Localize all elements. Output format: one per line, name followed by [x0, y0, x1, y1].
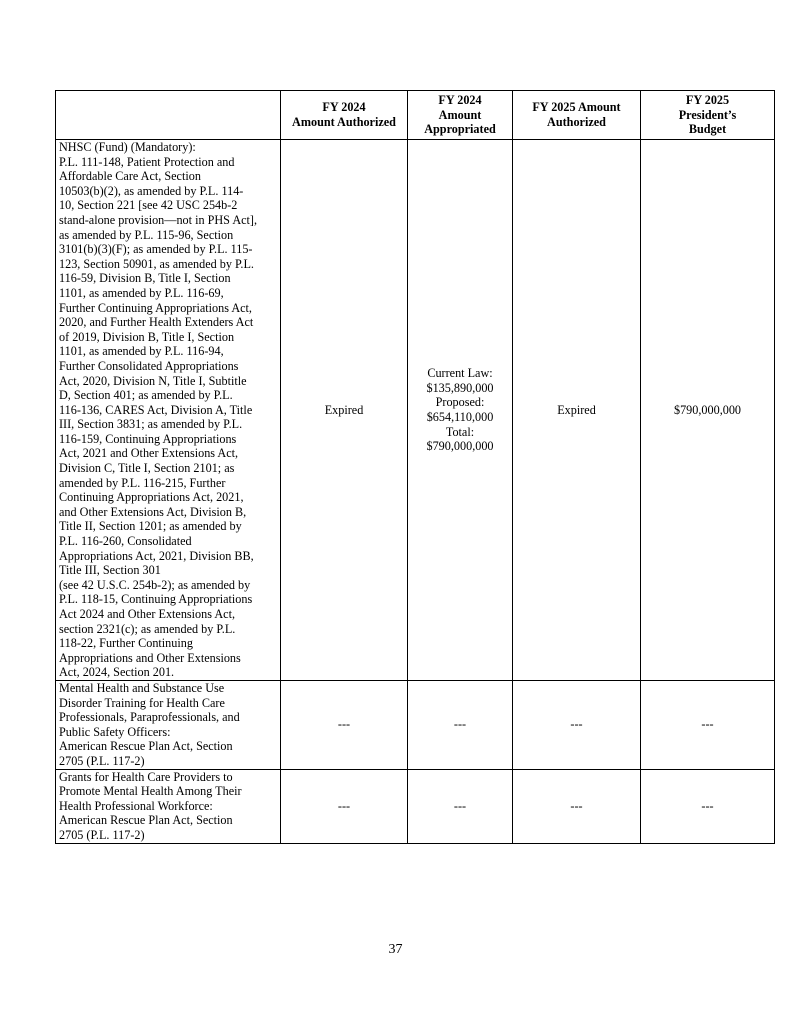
table-row	[56, 680, 775, 769]
text-line: 116-136, CARES Act, Division A, Title	[59, 402, 253, 417]
text-line: and Other Extensions Act, Division B,	[59, 504, 247, 519]
fy2024-appropriated-cell: ---	[408, 769, 513, 843]
provision-cell	[56, 680, 281, 769]
text-line: Affordable Care Act, Section	[59, 169, 201, 184]
text-line: American Rescue Plan Act, Section	[59, 813, 233, 828]
header-fy2024-appropriated	[408, 91, 513, 140]
text-line: $654,110,000	[426, 409, 494, 424]
text-line: NHSC (Fund) (Mandatory):	[59, 140, 196, 154]
text-line: Proposed:	[435, 395, 485, 410]
header-fy2025-budget	[641, 91, 775, 140]
text-line: 2705 (P.L. 117-2)	[59, 827, 145, 842]
text-line: 118-22, Further Continuing	[59, 636, 193, 651]
text-line: P.L. 116-260, Consolidated	[59, 534, 192, 549]
text-line: of 2019, Division B, Title I, Section	[59, 329, 235, 344]
header-line: FY 2025	[685, 93, 730, 108]
text-line: Mental Health and Substance Use	[59, 680, 225, 695]
text-line: 10, Section 221 [see 42 USC 254b-2	[59, 198, 238, 213]
fy2024-appropriated-cell	[408, 140, 513, 681]
fy2024-authorized-cell: Expired	[281, 140, 408, 681]
header-row	[56, 91, 775, 140]
header-line: Amount Authorized	[292, 115, 396, 129]
text-line: 10503(b)(2), as amended by P.L. 114-	[59, 183, 244, 198]
text-line: American Rescue Plan Act, Section	[59, 739, 233, 754]
text-line: 2020, and Further Health Extenders Act	[59, 315, 254, 330]
header-line: President’s	[678, 107, 737, 122]
header-line: Amount	[438, 107, 482, 122]
text-line: Act 2024 and Other Extensions Act,	[59, 607, 236, 621]
text-line: Health Professional Workforce:	[59, 798, 213, 813]
text-line: Professionals, Paraprofessionals, and	[59, 710, 240, 725]
text-line: Act, 2024, Section 201.	[59, 665, 175, 680]
fy2025-budget-cell: ---	[641, 680, 775, 769]
text-line: D, Section 401; as amended by P.L.	[59, 388, 233, 403]
fy2025-authorized-cell: Expired	[513, 140, 641, 681]
provision-cell	[56, 769, 281, 843]
text-line: Act, 2020, Division N, Title I, Subtitle	[59, 373, 247, 388]
text-line: $135,890,000	[426, 380, 494, 395]
text-line: Act, 2021 and Other Extensions Act,	[59, 446, 239, 461]
fy2024-authorized-cell: ---	[281, 769, 408, 843]
authorization-table	[55, 90, 775, 844]
header-line: FY 2024	[322, 100, 366, 115]
text-line: stand-alone provision—not in PHS Act],	[59, 212, 258, 227]
header-fy2025-authorized	[513, 91, 641, 140]
header-fy2024-authorized	[281, 91, 408, 140]
text-line: Public Safety Officers:	[59, 724, 171, 739]
text-line: P.L. 118-15, Continuing Appropriations	[59, 592, 253, 607]
text-line: Title III, Section 301	[59, 563, 161, 578]
text-line: Further Consolidated Appropriations	[59, 358, 239, 373]
text-line: as amended by P.L. 115-96, Section	[59, 227, 234, 242]
text-line: Grants for Health Care Providers to	[59, 769, 233, 784]
text-line: Continuing Appropriations Act, 2021,	[59, 490, 244, 505]
text-line: P.L. 111-148, Patient Protection and	[59, 154, 235, 169]
header-line: Authorized	[547, 115, 606, 129]
text-line: 116-59, Division B, Title I, Section	[59, 271, 231, 286]
fy2025-budget-cell: $790,000,000	[641, 140, 775, 681]
text-line: Disorder Training for Health Care	[59, 695, 225, 710]
text-line: 1101, as amended by P.L. 116-94,	[59, 344, 224, 359]
fy2024-appropriated-cell: ---	[408, 680, 513, 769]
fy2025-authorized-cell: ---	[513, 769, 641, 843]
header-line: Appropriated	[424, 122, 496, 137]
header-line: Budget	[688, 122, 727, 137]
text-line: (see 42 U.S.C. 254b-2); as amended by	[59, 577, 251, 592]
text-line: Current Law:	[427, 366, 493, 381]
table-row	[56, 140, 775, 681]
text-line: amended by P.L. 116-215, Further	[59, 475, 226, 490]
text-line: 2705 (P.L. 117-2)	[59, 753, 145, 768]
text-line: 3101(b)(3)(F); as amended by P.L. 115-	[59, 242, 253, 257]
text-line: 1101, as amended by P.L. 116-69,	[59, 285, 224, 300]
text-line: III, Section 3831; as amended by P.L.	[59, 417, 243, 432]
text-line: 116-159, Continuing Appropriations	[59, 431, 237, 446]
text-line: Division C, Title I, Section 2101; as	[59, 461, 235, 476]
text-line: 123, Section 50901, as amended by P.L.	[59, 256, 254, 271]
text-line: section 2321(c); as amended by P.L.	[59, 621, 236, 636]
fy2024-authorized-cell: ---	[281, 680, 408, 769]
header-line: FY 2024	[438, 93, 482, 108]
text-line: Promote Mental Health Among Their	[59, 784, 242, 799]
text-line: $790,000,000	[426, 439, 494, 454]
page-number: 37	[388, 942, 403, 957]
text-line: Appropriations and Other Extensions	[59, 650, 241, 665]
provision-cell	[56, 140, 281, 681]
table-row	[56, 769, 775, 843]
text-line: Further Continuing Appropriations Act,	[59, 300, 252, 315]
header-provision	[56, 91, 281, 140]
text-line: Title II, Section 1201; as amended by	[59, 519, 242, 534]
text-line: Appropriations Act, 2021, Division BB,	[59, 548, 254, 563]
header-line: FY 2025 Amount	[532, 100, 621, 115]
fy2025-authorized-cell: ---	[513, 680, 641, 769]
text-line: Total:	[445, 424, 475, 439]
fy2025-budget-cell: ---	[641, 769, 775, 843]
